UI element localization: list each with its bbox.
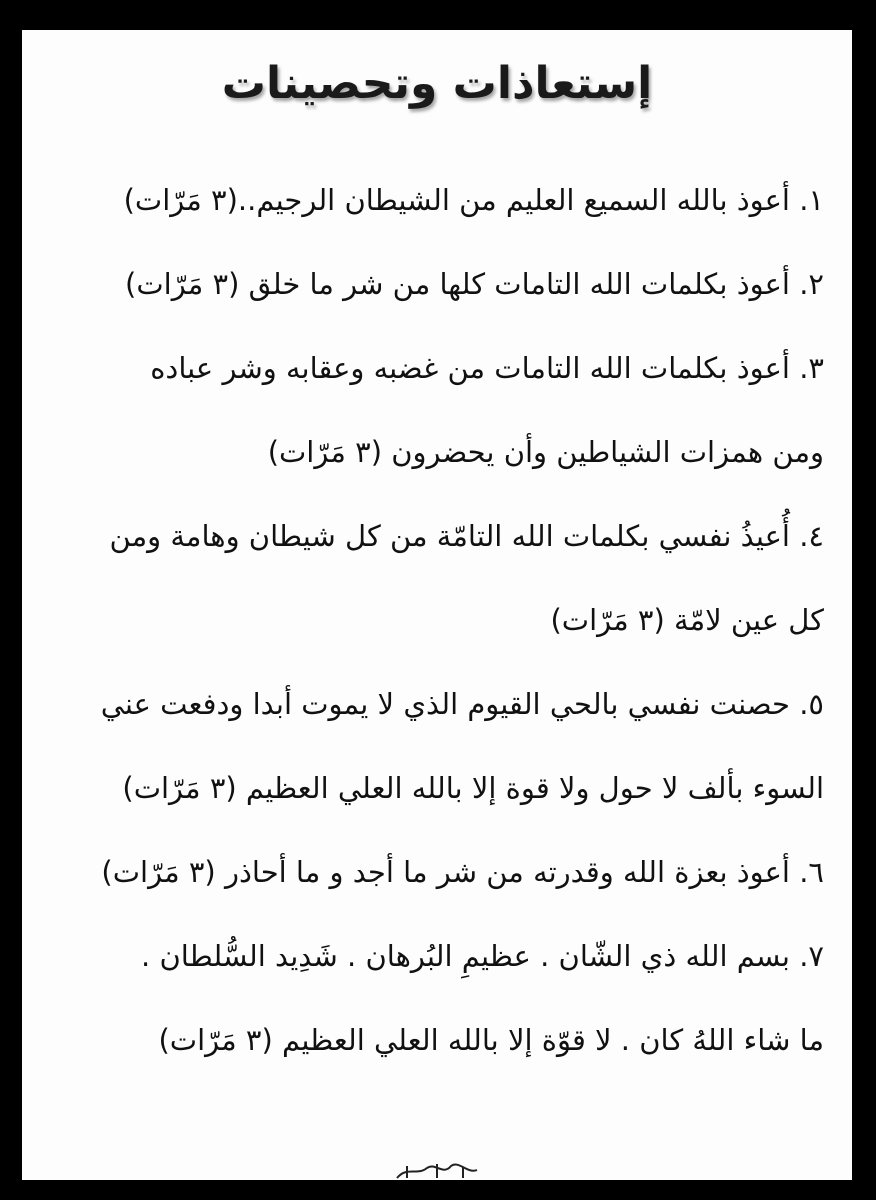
supplication-list <box>40 158 824 1082</box>
calligraphy-mark-icon <box>377 1158 497 1180</box>
list-item <box>40 326 824 494</box>
item-text-line: السوء بألف لا حول ولا قوة إلا بالله العلي العظيم (٣ مَرّات) <box>122 771 824 805</box>
item-text-line: كل عين لامّة (٣ مَرّات) <box>550 603 824 637</box>
list-item <box>40 158 824 242</box>
list-item <box>40 242 824 326</box>
item-text-line: ٧. بسم الله ذي الشّان . عظيمِ البُرهان . شَدِيد السُّلطان . <box>141 939 824 973</box>
item-text-line: ومن همزات الشياطين وأن يحضرون (٣ مَرّات) <box>267 435 824 469</box>
page-title: إستعاذات وتحصينات <box>221 58 653 109</box>
item-text-line: ٦. أعوذ بعزة الله وقدرته من شر ما أجد و ما أحاذر (٣ مَرّات) <box>101 855 824 889</box>
item-text-line: ٥. حصنت نفسي بالحي القيوم الذي لا يموت أبدا ودفعت عني <box>100 687 824 721</box>
item-text-line: ما شاء اللهُ كان . لا قوّة إلا بالله العلي العظيم (٣ مَرّات) <box>158 1023 824 1057</box>
item-text-line: ٤. أُعيذُ نفسي بكلمات الله التامّة من كل شيطان وهامة ومن <box>109 519 824 553</box>
item-text-line: ١. أعوذ بالله السميع العليم من الشيطان الرجيم..(٣ مَرّات) <box>123 183 824 217</box>
document-page <box>22 30 852 1180</box>
item-text-line: ٣. أعوذ بكلمات الله التامات من غضبه وعقابه وشر عباده <box>150 351 824 385</box>
item-text-line: ٢. أعوذ بكلمات الله التامات كلها من شر ما خلق (٣ مَرّات) <box>125 267 824 301</box>
list-item <box>40 494 824 662</box>
list-item <box>40 830 824 914</box>
list-item <box>40 662 824 830</box>
list-item <box>40 914 824 1082</box>
